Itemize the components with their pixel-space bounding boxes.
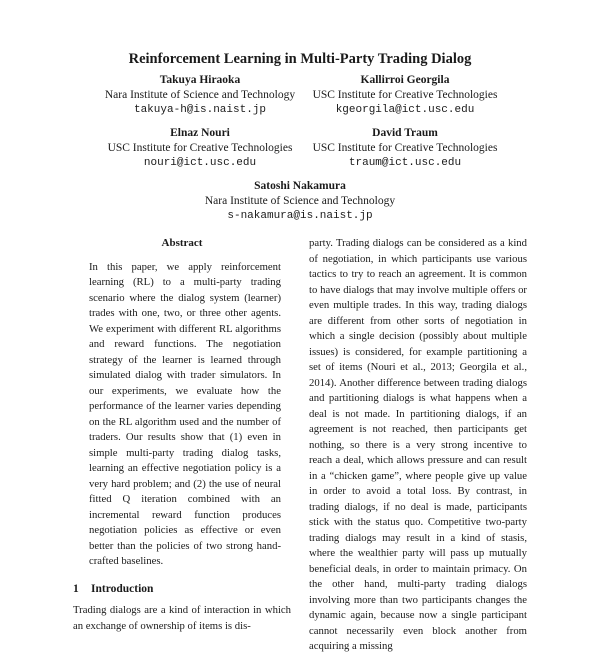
author-affiliation: USC Institute for Creative Technologies [107,142,293,154]
author-block-2 [300,73,510,118]
author-affiliation: Nara Institute of Science and Technology [204,195,396,207]
author-email: kgeorgila@ict.usc.edu [335,104,475,116]
right-column-paragraph: party. Trading dialogs can be considered as a kind of negotiation, in which participants use various tactics to try to reach an agreement. It is common to have dialogs that may involve multiple offers or even multiple trades. In this way, trading dialogs are different from other sorts of negotiation in which a single decision (possibly about multiple issues) is considered, for example partitioning a set of items (Nouri et al., 2013; Georgila et al., 2014). Another difference between trading dialogs and partitioning dialogs is what happens when a deal is not made. In partitioning dialogs, if an agreement is not reached, then participants get nothing, so there is a very strong incentive to reach a deal, which allows pressure and can result in a “chicken game”, where people give up value in order to avoid a total loss. By contrast, in trading dialogs, if no deal is made, participants stick with the status quo. Competitive two-party trading dialogs may result in a kind of stasis, where the wealthier party will pass up mutually beneficial deals, in order to maintain primacy. On the other hand, multi-party trading dialogs involving more than two participants changes the dynamic again, because now a single participant cannot necessarily even block another from acquiring a missing [309,237,527,652]
author-name: Satoshi Nakamura [254,180,346,192]
section-heading-introduction [73,582,291,598]
abstract-heading: Abstract [161,237,203,249]
abstract-text: In this paper, we apply reinforcement learning (RL) to a multi-party trading scenario where the dialog system (learner) trades with one, two, or three other agents. We experiment with different RL algorithms and reward functions. The negotiation strategy of the learner is learned through simulated dialog with trader simulators. In our experiments, we evaluate how the performance of the learner varies depending on the RL algorithm used and the number of traders. Our results show that (1) even in simple multi-party trading dialog tasks, learning an effective negotiation policy is a very hard problem; and (2) the use of neural fitted Q iteration combined with an incremental reward function produces negotiation policies as effective or even better than the policies of two strong hand-crafted baselines. [89,260,281,567]
author-block-4 [300,126,510,171]
author-affiliation: Nara Institute of Science and Technology [104,89,296,101]
author-block-5 [170,179,430,224]
author-name: Kallirroi Georgila [360,74,450,86]
author-email: takuya-h@is.naist.jp [133,104,267,116]
author-name: Elnaz Nouri [170,127,230,139]
introduction-paragraph: Trading dialogs are a kind of interaction in which an exchange of ownership of items is dis- [73,604,291,632]
author-name: Takuya Hiraoka [159,74,241,86]
section-title: Introduction [91,582,154,595]
left-column [73,236,291,634]
paper-title: Reinforcement Learning in Multi-Party Trading Dialog [128,51,472,67]
right-column [309,236,527,655]
author-block-1 [95,73,305,118]
author-block-3 [95,126,305,171]
author-affiliation: USC Institute for Creative Technologies [312,142,498,154]
author-email: nouri@ict.usc.edu [143,157,257,169]
section-number: 1 [73,582,79,595]
author-email: s-nakamura@is.naist.jp [227,210,373,222]
author-email: traum@ict.usc.edu [348,157,462,169]
author-affiliation: USC Institute for Creative Technologies [312,89,498,101]
author-name: David Traum [372,127,438,139]
